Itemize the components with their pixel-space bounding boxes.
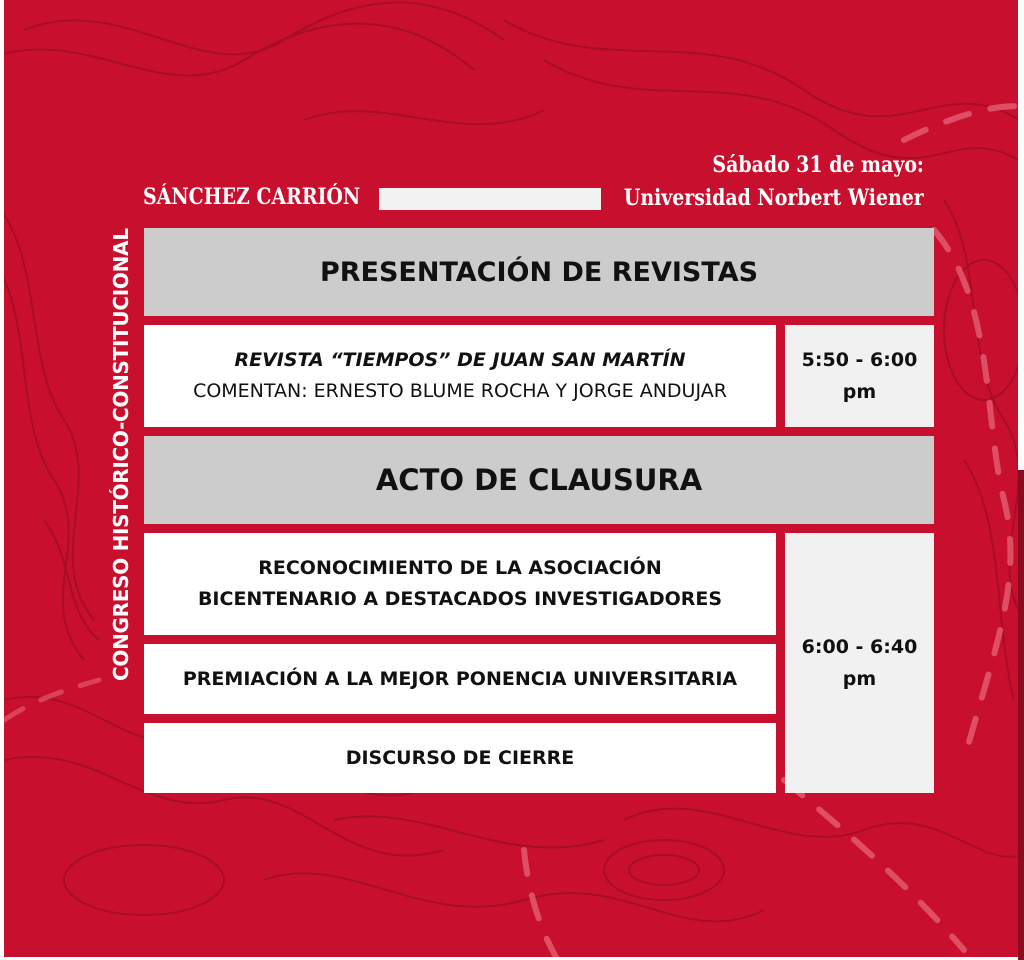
item-line: PREMIACIÓN A LA MEJOR PONENCIA UNIVERSITARIA <box>182 667 738 690</box>
time-period: pm <box>842 381 877 403</box>
header-venue: Universidad Norbert Wiener <box>624 185 924 211</box>
item-line: BICENTENARIO A DESTACADOS INVESTIGADORES <box>197 588 723 610</box>
header-date: Sábado 31 de mayo: <box>712 152 924 178</box>
time-cell-presentacion <box>785 325 934 427</box>
revista-item <box>144 325 776 427</box>
time-cell-clausura <box>785 533 934 793</box>
revista-commentators: COMENTAN: ERNESTO BLUME ROCHA Y JORGE ANDUJAR <box>193 380 727 402</box>
section-title-presentacion: PRESENTACIÓN DE REVISTAS <box>144 228 934 316</box>
time-period: pm <box>842 668 877 690</box>
item-premiacion <box>144 644 776 714</box>
header-divider-bar <box>379 188 601 210</box>
item-reconocimiento <box>144 533 776 635</box>
item-line: RECONOCIMIENTO DE LA ASOCIACIÓN <box>258 557 662 579</box>
side-vertical-label: CONGRESO HISTÓRICO-CONSTITUCIONAL <box>109 228 133 681</box>
revista-title: REVISTA “TIEMPOS” DE JUAN SAN MARTÍN <box>234 349 686 371</box>
scrollbar[interactable] <box>1018 470 1024 960</box>
time-range: 6:00 - 6:40 <box>801 636 918 658</box>
time-range: 5:50 - 6:00 <box>801 349 918 371</box>
poster <box>4 0 1018 957</box>
item-discurso <box>144 723 776 793</box>
item-line: DISCURSO DE CIERRE <box>345 746 575 769</box>
header-left-title: SÁNCHEZ CARRIÓN <box>143 184 361 210</box>
section-title-clausura: ACTO DE CLAUSURA <box>144 436 934 524</box>
